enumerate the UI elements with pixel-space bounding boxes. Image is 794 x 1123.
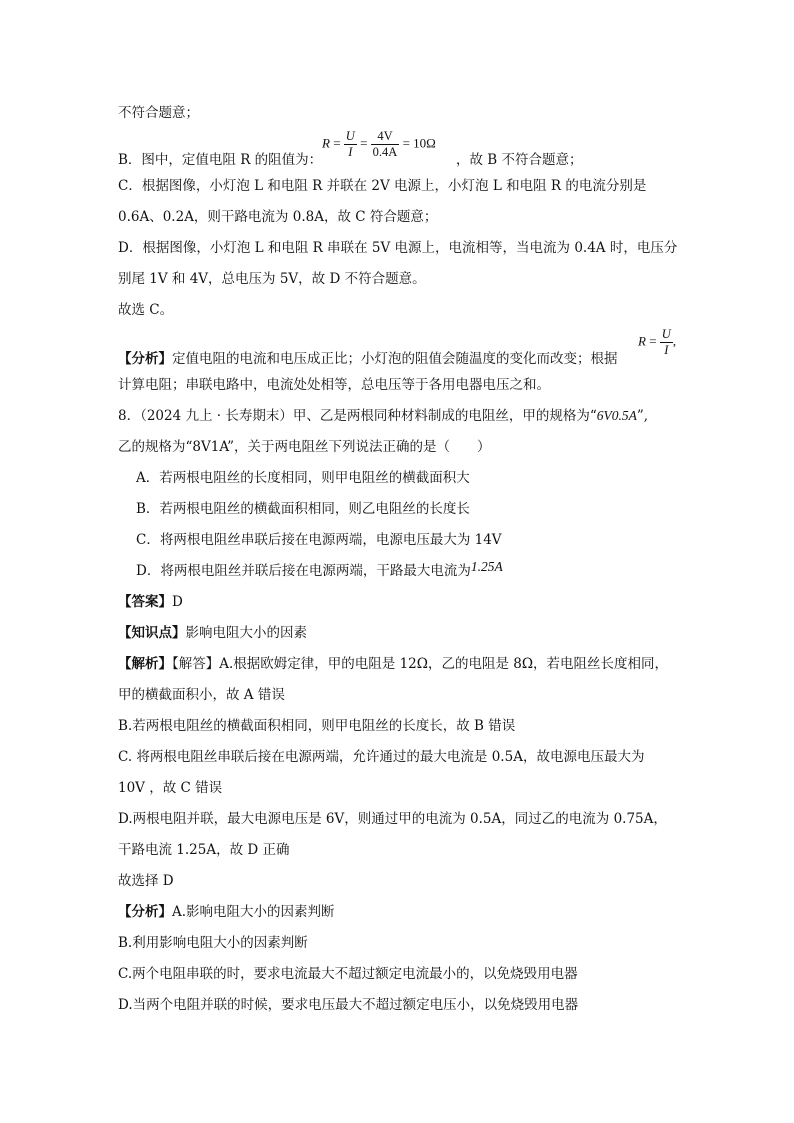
text-line: D.两根电阻并联，最大电源电压是 6V，则通过甲的电流为 0.5A，同过乙的电流为 0.75A， <box>118 811 667 827</box>
formula-comma: , <box>672 333 677 349</box>
resistance-formula-small <box>638 327 676 358</box>
question-stem <box>118 406 648 426</box>
text-line: C．根据图像，小灯泡 L 和电阻 R 并联在 2V 电源上，小灯泡 L 和电阻 R 的电流分别是 <box>118 178 647 194</box>
text-line: D．根据图像，小灯泡 L 和电阻 R 串联在 5V 电源上，电流相等，当电流为 0.4A 时，电压分 <box>118 240 678 256</box>
formula-fraction-ui <box>344 129 357 160</box>
formula-numerator-u: U <box>345 129 355 143</box>
text-line: 10V ，故 C 错误 <box>118 780 223 796</box>
text-line: D.当两个电阻并联的时候，要求电压最大不超过额定电压小，以免烧毁用电器 <box>118 997 579 1013</box>
answer-line <box>118 592 183 612</box>
question-text: 8．（2024 九上 · 长寿期末）甲、乙是两根同种材料制成的电阻丝，甲的规格为 <box>118 408 590 424</box>
text-line: 干路电流 1.25A，故 D 正确 <box>118 842 290 858</box>
text-line: C.两个电阻串联的时，要求电流最大不超过额定电流最小的，以免烧毁用电器 <box>118 966 578 982</box>
option-d <box>136 561 503 581</box>
formula-fraction-ui <box>660 327 673 358</box>
formula-numerator-value: 4V <box>371 129 400 145</box>
text-line: B.若两根电阻丝的横截面积相同，则甲电阻丝的长度长，故 B 错误 <box>118 718 516 734</box>
analysis-line <box>118 349 618 369</box>
option-b: B．若两根电阻丝的横截面积相同，则乙电阻丝的长度长 <box>136 501 470 517</box>
formula-denominator-i: I <box>664 343 669 357</box>
formula-equals: = <box>360 135 368 151</box>
text-line: 不符合题意； <box>118 105 199 121</box>
quote-close: ”, <box>636 408 649 424</box>
text-line: C. 将两根电阻丝串联后接在电源两端，允许通过的最大电流是 0.5A，故电源电压最大为 <box>118 749 645 765</box>
text-line: 甲的横截面积小，故 A 错误 <box>118 687 285 703</box>
analysis-text: A.影响电阻大小的因素判断 <box>172 904 335 920</box>
section-tag: 【分析】 <box>118 351 172 367</box>
formula-numerator-u: U <box>661 327 671 341</box>
section-tag: 【分析】 <box>118 904 172 920</box>
analysis-line <box>118 902 335 922</box>
text-line: B．图中，定值电阻 R 的阻值为： <box>118 152 323 168</box>
text-line: 故选 C。 <box>118 302 174 318</box>
text-line: ，故 B 不符合题意； <box>456 152 583 168</box>
analysis-text: 【解答】A.根据欧姆定律，甲的电阻是 12Ω，乙的电阻是 8Ω，若电阻丝长度相同， <box>172 656 669 672</box>
analysis-line <box>118 654 668 674</box>
formula-denominator-value: 0.4A <box>372 145 398 159</box>
formula-equals: = <box>402 135 410 151</box>
knowledge-point-text: 影响电阻大小的因素 <box>185 625 307 641</box>
text-line: 0.6A、0.2A，则干路电流为 0.8A，故 C 符合题意； <box>118 209 438 225</box>
section-tag: 【知识点】 <box>118 625 186 641</box>
option-c: C．将两根电阻丝串联后接在电源两端，电源电压最大为 14V <box>136 532 502 548</box>
option-a: A．若两根电阻丝的长度相同，则甲电阻丝的横截面积大 <box>136 470 470 486</box>
question-stem: 乙的规格为“8V1A”，关于两电阻丝下列说法正确的是（ ） <box>118 439 491 455</box>
analysis-text: 定值电阻的电流和电压成正比；小灯泡的阻值会随温度的变化而改变；根据 <box>172 351 618 367</box>
formula-result: 10Ω <box>413 135 436 151</box>
resistance-formula <box>322 129 436 160</box>
formula-fraction-values <box>371 129 400 160</box>
quote-open: “ <box>589 408 597 424</box>
formula-symbol-r: R <box>322 135 330 151</box>
formula-symbol-r: R <box>638 333 646 349</box>
spec-math: 6V0.5A <box>596 408 637 423</box>
text-line: 故选择 D <box>118 873 174 889</box>
formula-denominator-i: I <box>348 145 353 159</box>
formula-equals: = <box>649 333 657 349</box>
option-d-math: 1.25A <box>470 559 503 574</box>
text-line: B.利用影响电阻大小的因素判断 <box>118 935 308 951</box>
text-line: 别尾 1V 和 4V，总电压为 5V，故 D 不符合题意。 <box>118 271 426 287</box>
answer-text: D <box>172 594 183 610</box>
text-line: 计算电阻；串联电路中，电流处处相等，总电压等于各用电器电压之和。 <box>118 377 550 393</box>
formula-equals: = <box>333 135 341 151</box>
option-d-text: D．将两根电阻丝并联后接在电源两端，干路最大电流为 <box>136 563 471 579</box>
knowledge-point-line <box>118 623 307 643</box>
section-tag: 【答案】 <box>118 594 172 610</box>
section-tag: 【解析】 <box>118 656 172 672</box>
